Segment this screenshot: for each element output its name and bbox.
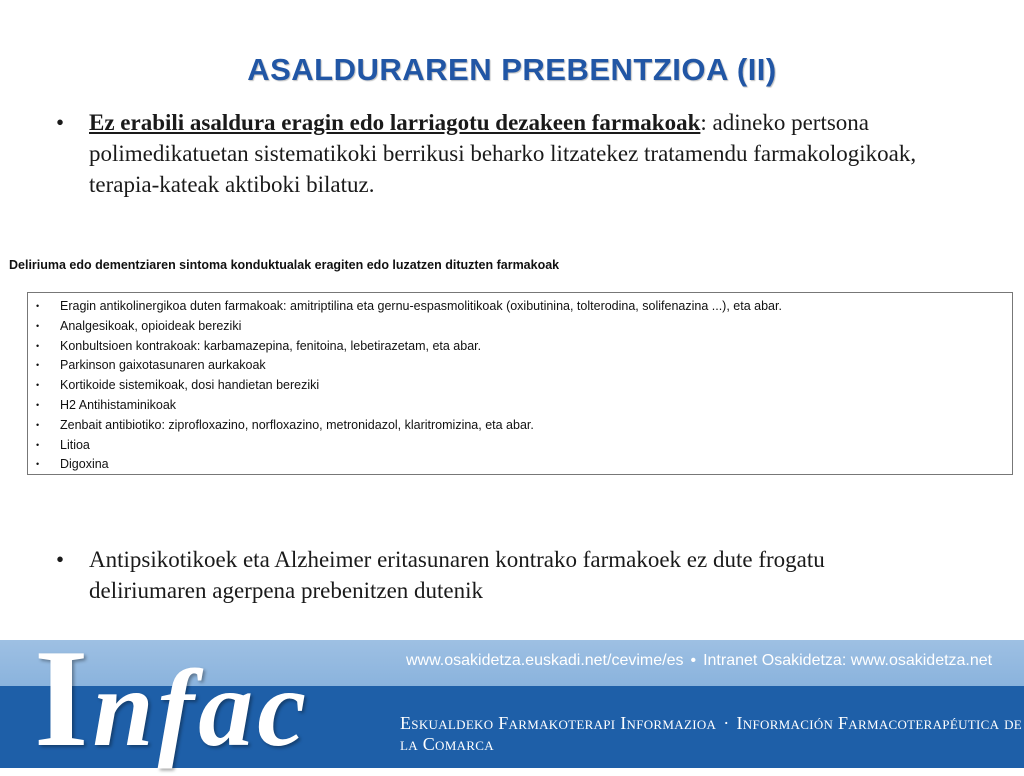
- bullet-marker: •: [56, 110, 65, 135]
- drug-list-text: Analgesikoak, opioideak bereziki: [60, 318, 242, 333]
- tagline-separator: ·: [723, 713, 730, 733]
- drug-list-text: Zenbait antibiotiko: ziprofloxazino, norfloxazino, metronidazol, klaritromizina, eta abar.: [60, 417, 534, 432]
- logo-rest: nfac: [92, 647, 311, 769]
- infac-logo: [34, 621, 311, 776]
- logo-initial: I: [34, 621, 93, 776]
- footer-link-separator: •: [690, 652, 697, 669]
- bullet-marker: •: [56, 547, 65, 572]
- list-bullet: •: [36, 360, 40, 371]
- drug-list-text: Parkinson gaixotasunaren aurkakoak: [60, 358, 266, 373]
- table-caption: Deliriuma edo dementziaren sintoma konduktualak eragiten edo luzatzen dituzten farmakoak: [9, 258, 560, 272]
- list-bullet: •: [36, 380, 40, 391]
- footer-tagline: [400, 713, 1024, 755]
- slide-title: ASALDURAREN PREBENTZIOA (II): [247, 52, 777, 87]
- list-bullet: •: [36, 419, 40, 430]
- drug-list-item: [36, 396, 1012, 416]
- tagline-spanish: Información Farmacoterapéutica de la Comarca: [400, 713, 1023, 754]
- list-bullet: •: [36, 340, 40, 351]
- list-bullet: •: [36, 439, 40, 450]
- bullet-text: Antipsikotikoek eta Alzheimer eritasunaren kontrako farmakoek ez dute frogatu deliriumaren agerpena prebenitzen dutenik: [89, 547, 825, 603]
- drug-list-text: Eragin antikolinergikoa duten farmakoak: amitriptilina eta gernu-espasmolitikoak (oxibutinina, tolterodina, solifenazina ...), eta abar.: [60, 299, 782, 313]
- bullet-rest: : adineko pertsona polimedikatuetan sistematikoki berrikusi beharko litzatekez tratamendu farmakologikoak, terapia-kateak aktiboki bilatuz.: [89, 110, 917, 197]
- bullet-point-1: [56, 107, 934, 200]
- drug-list-item: [36, 297, 1012, 317]
- footer-links: [406, 652, 992, 670]
- footer-link-intranet[interactable]: Intranet Osakidetza: www.osakidetza.net: [703, 652, 993, 669]
- drug-list-item: [36, 455, 1012, 475]
- bullet-point-2: [56, 544, 934, 606]
- tagline-basque: Eskualdeko Farmakoterapi Informazioa: [400, 713, 717, 733]
- list-bullet: •: [36, 301, 40, 311]
- list-bullet: •: [36, 459, 40, 470]
- list-bullet: •: [36, 399, 40, 410]
- drug-list-box: [27, 292, 1013, 475]
- drug-list-item: [36, 376, 1012, 396]
- bullet-emphasis: Ez erabili asaldura eragin edo larriagotu dezakeen farmakoak: [89, 110, 701, 135]
- drug-list-item: [36, 356, 1012, 376]
- drug-list-item: [36, 337, 1012, 357]
- footer-link-cevime[interactable]: www.osakidetza.euskadi.net/cevime/es: [406, 652, 684, 669]
- drug-list: [36, 297, 1012, 475]
- drug-list-item: [36, 416, 1012, 436]
- drug-list-text: Litioa: [60, 437, 90, 452]
- drug-list-item: [36, 317, 1012, 337]
- bullet-text: [89, 107, 934, 200]
- drug-list-text: Kortikoide sistemikoak, dosi handietan bereziki: [60, 378, 320, 393]
- drug-list-text: H2 Antihistaminikoak: [60, 397, 177, 412]
- drug-list-text: Digoxina: [60, 457, 109, 472]
- drug-list-item: [36, 436, 1012, 456]
- drug-list-text: Konbultsioen kontrakoak: karbamazepina, fenitoina, lebetirazetam, eta abar.: [60, 338, 482, 353]
- list-bullet: •: [36, 320, 40, 331]
